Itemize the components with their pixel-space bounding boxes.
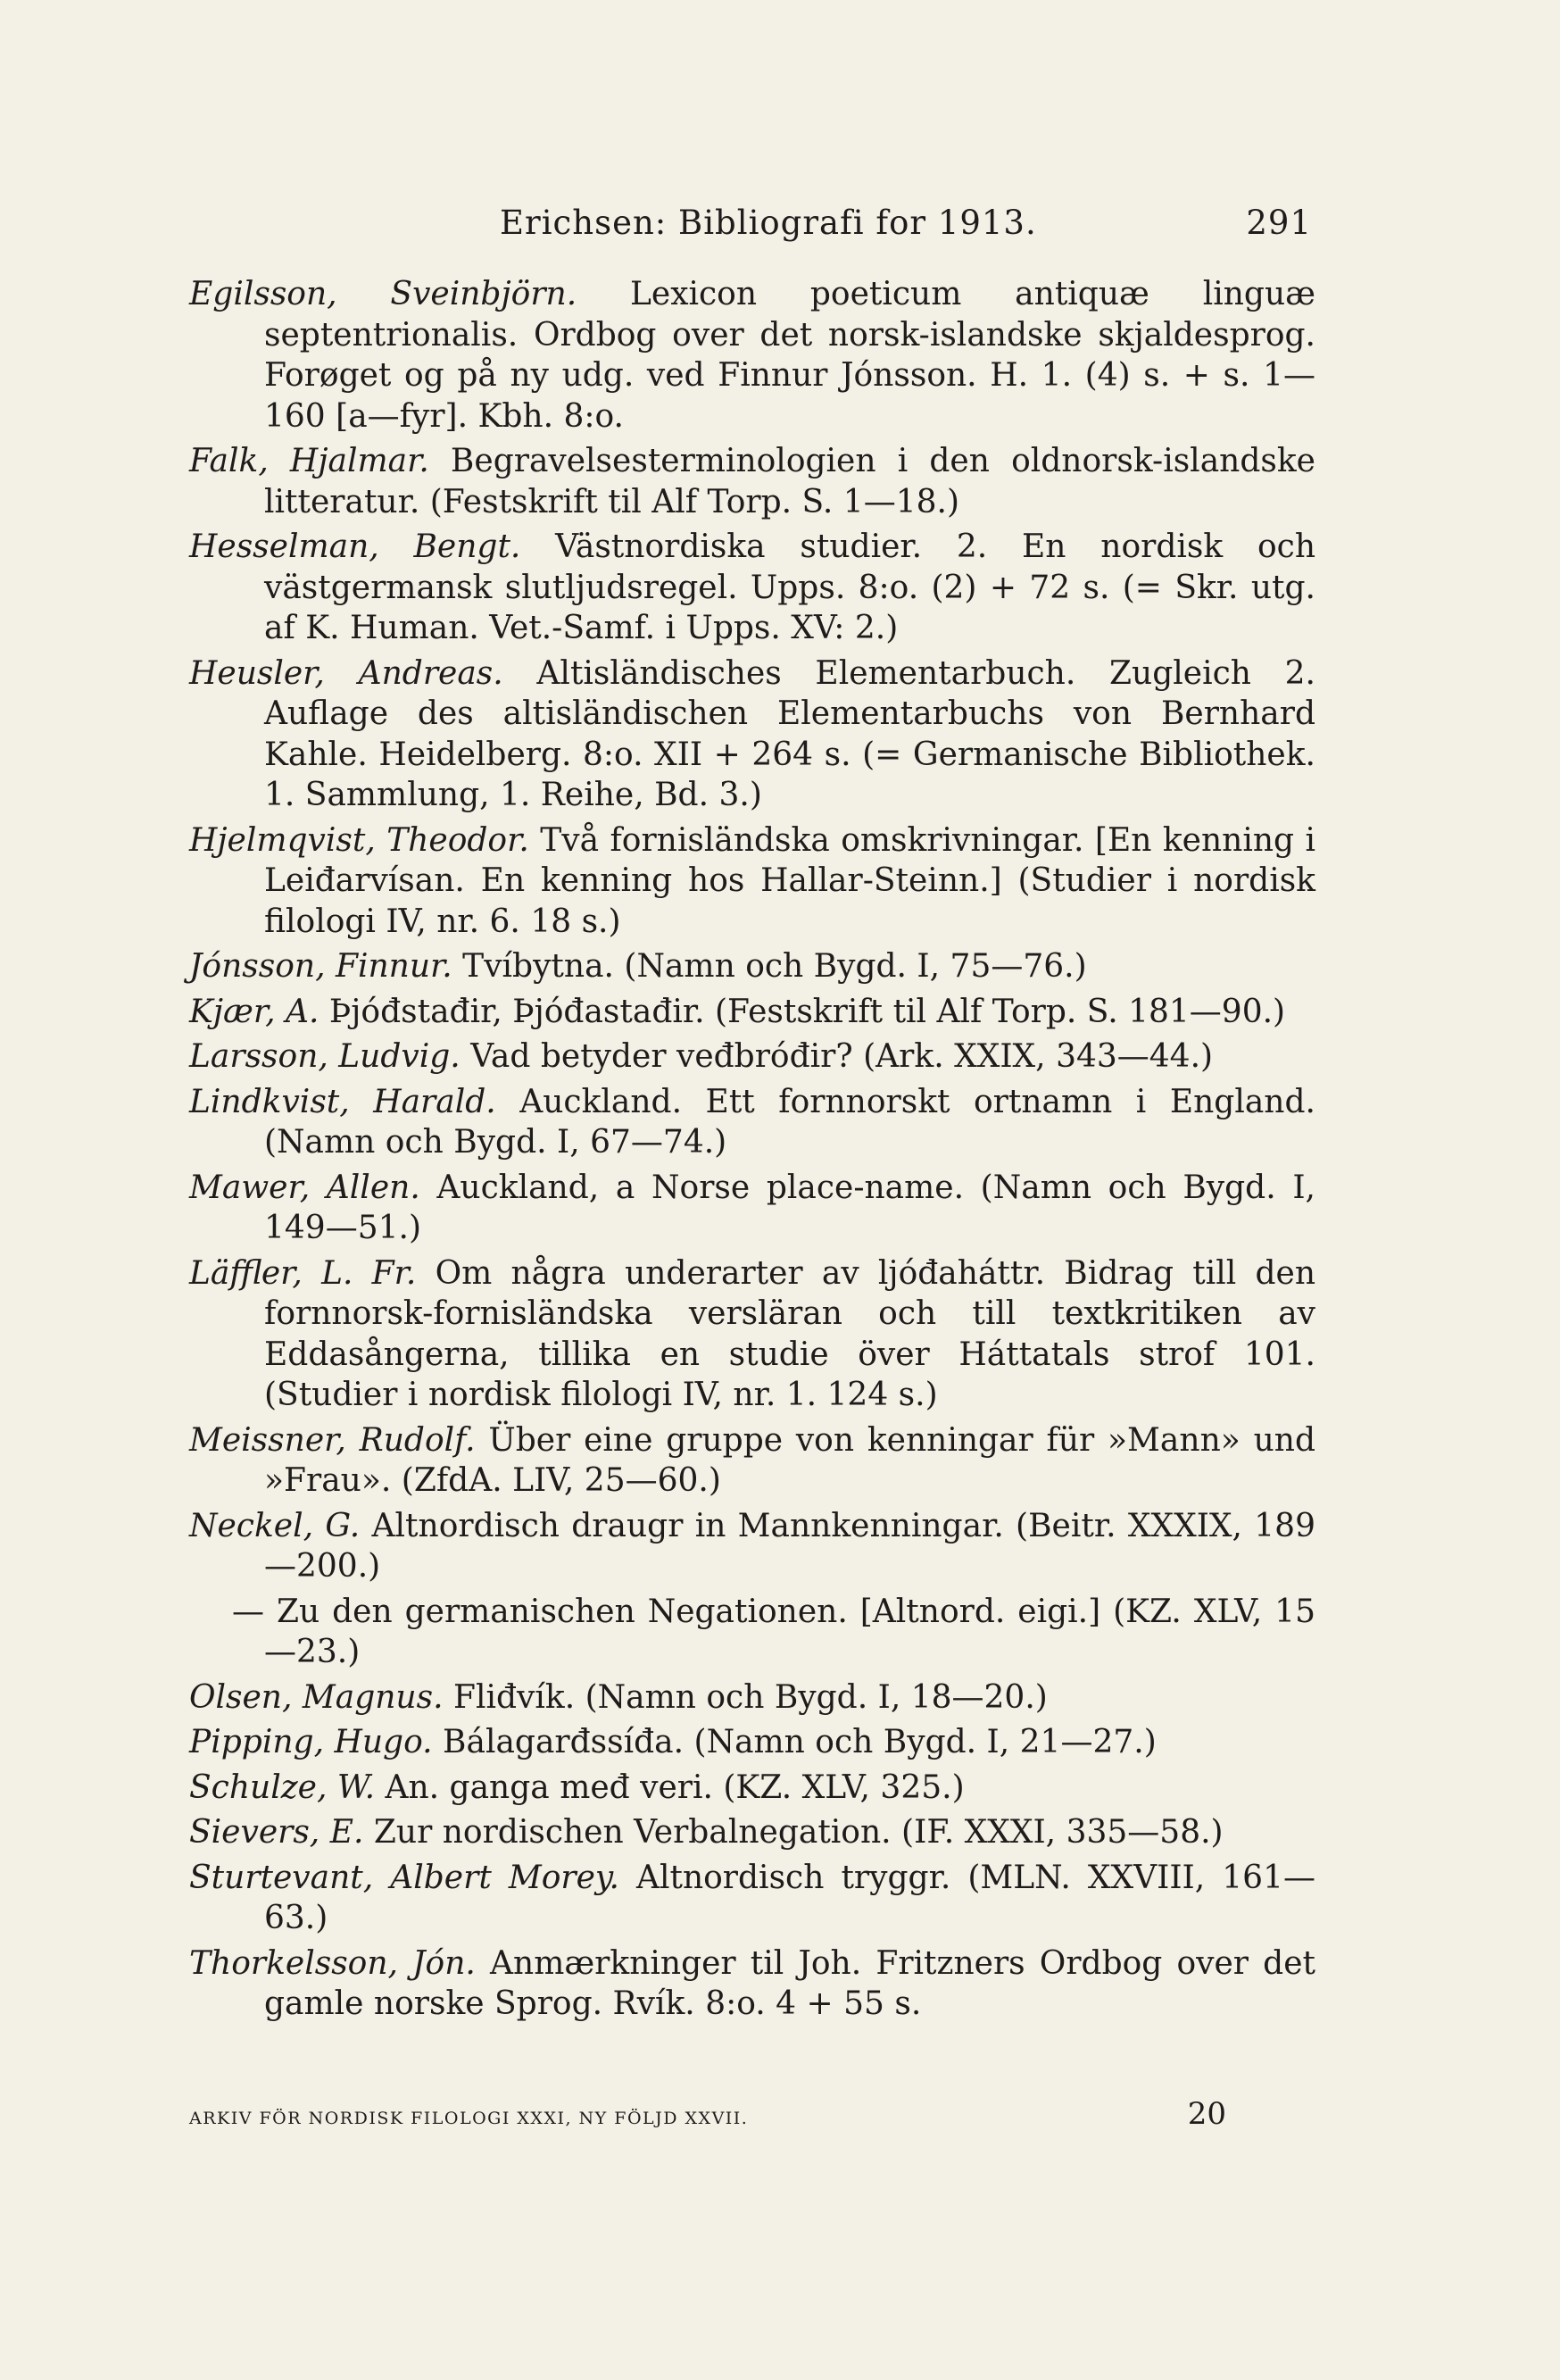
bibliography-entry bbox=[189, 1722, 1315, 1763]
bibliography-entry bbox=[189, 1943, 1315, 2025]
entry-author: Sturtevant, Albert Morey. bbox=[189, 1859, 619, 1896]
entry-author: Pipping, Hugo. bbox=[189, 1724, 433, 1760]
bibliography-entry bbox=[189, 1858, 1315, 1939]
bibliography-entry bbox=[189, 653, 1315, 816]
entry-author: Falk, Hjalmar. bbox=[189, 443, 429, 479]
entry-text: Lexicon poeticum antiquæ linguæ septentrionalis. Ordbog over det norsk-islandske skjaldesprog. Forøget og på ny udg. ved Finnur Jónsson. H. 1. (4) s. + s. 1—160 [a—fyr]. Kbh. 8:o. bbox=[264, 276, 1315, 435]
entry-author: Jónsson, Finnur. bbox=[189, 948, 452, 985]
entry-text: Über eine gruppe von kenningar für »Mann» und »Frau». (ZfdA. LIV, 25—60.) bbox=[264, 1421, 1315, 1499]
bibliography-entry bbox=[189, 1036, 1315, 1078]
entry-author: Olsen, Magnus. bbox=[189, 1678, 444, 1716]
page-number: 291 bbox=[1246, 204, 1312, 242]
bibliography-entry bbox=[189, 1420, 1315, 1502]
bibliography-entry bbox=[189, 1768, 1315, 1809]
entry-author: Neckel, G. bbox=[189, 1507, 361, 1544]
entry-text: Anmærkninger til Joh. Fritzners Ordbog over det gamle norske Sprog. Rvík. 8:o. 4 + 55 s. bbox=[264, 1944, 1315, 2022]
entry-text: Zur nordischen Verbalnegation. (IF. XXXI, 335—58.) bbox=[363, 1814, 1224, 1851]
entry-text: Tvíbytna. (Namn och Bygd. I, 75—76.) bbox=[452, 948, 1087, 985]
entry-author: Meissner, Rudolf. bbox=[189, 1421, 476, 1459]
entry-text: Altnordisch draugr in Mannkenningar. (Beitr. XXXIX, 189—200.) bbox=[264, 1507, 1315, 1585]
entry-author: Hjelmqvist, Theodor. bbox=[189, 821, 529, 859]
entry-author: Kjær, A. bbox=[189, 993, 319, 1030]
entry-author: Mawer, Allen. bbox=[189, 1169, 420, 1206]
entry-text: Begravelsesterminologien i den oldnorsk-islandske litteratur. (Festskrift til Alf Torp. S. 1—18.) bbox=[264, 443, 1315, 520]
bibliography-entry bbox=[189, 946, 1315, 987]
entry-author: Hesselman, Bengt. bbox=[189, 528, 521, 565]
entry-text: Om några underarter av ljóđaháttr. Bidrag till den fornnorsk-fornisländska versläran och till textkritiken av Eddasångerna, tillika en studie över Háttatals strof 101. (Studier i nordisk filologi IV, nr. 1. 124 s.) bbox=[264, 1254, 1316, 1413]
bibliography-entry bbox=[189, 441, 1315, 522]
entry-text: Altisländisches Elementarbuch. Zugleich 2. Auflage des altisländischen Elementarbuchs von Bernhard Kahle. Heidelberg. 8:o. XII + 264 s. (= Germanische Bibliothek. 1. Sammlung, 1. Reihe, Bd. 3.) bbox=[264, 654, 1315, 813]
entry-author: Thorkelsson, Jón. bbox=[189, 1944, 476, 1982]
bibliography-entry bbox=[189, 1677, 1315, 1718]
entry-text: Fliđvík. (Namn och Bygd. I, 18—20.) bbox=[443, 1678, 1048, 1716]
bibliography-entries bbox=[189, 274, 1315, 2029]
entry-text: Auckland, a Norse place-name. (Namn och Bygd. I, 149—51.) bbox=[264, 1169, 1315, 1246]
bibliography-entry bbox=[189, 1168, 1315, 1249]
bibliography-entry bbox=[189, 1592, 1315, 1673]
bibliography-entry bbox=[189, 527, 1315, 649]
bibliography-entry bbox=[189, 1506, 1315, 1587]
entry-author: Egilsson, Sveinbjörn. bbox=[189, 276, 577, 312]
entry-author: Larsson, Ludvig. bbox=[189, 1038, 461, 1075]
journal-signature: ARKIV FÖR NORDISK FILOLOGI XXXI, NY FÖLJD XXVII. bbox=[189, 2109, 749, 2128]
bibliography-entry bbox=[189, 1082, 1315, 1163]
entry-text: Vad betyder veđbróđir? (Ark. XXIX, 343—44.) bbox=[460, 1038, 1214, 1075]
entry-text: Västnordiska studier. 2. En nordisk och västgermansk slutljudsregel. Upps. 8:o. (2) + 72 s. (= Skr. utg. af K. Human. Vet.-Samf. i Upps. XV: 2.) bbox=[264, 528, 1316, 646]
entry-author: Sievers, E. bbox=[189, 1814, 364, 1851]
page-footer bbox=[189, 2096, 1315, 2132]
entry-text: Auckland. Ett fornnorskt ortnamn i England. (Namn och Bygd. I, 67—74.) bbox=[264, 1083, 1315, 1161]
bibliography-entry bbox=[189, 820, 1315, 943]
entry-text: An. ganga međ veri. (KZ. XLV, 325.) bbox=[375, 1768, 965, 1806]
bibliography-entry bbox=[189, 992, 1315, 1033]
bibliography-entry bbox=[189, 1253, 1315, 1416]
entry-author: Lindkvist, Harald. bbox=[189, 1083, 496, 1120]
entry-author: Schulze, W. bbox=[189, 1768, 376, 1806]
bibliography-entry bbox=[189, 1812, 1315, 1853]
entry-text: Två fornisländska omskrivningar. [En kenning i Leiđarvísan. En kenning hos Hallar-Steinn.] (Studier i nordisk filologi IV, nr. 6. 18 s.) bbox=[264, 821, 1315, 940]
bibliography-entry bbox=[189, 274, 1315, 437]
entry-text: — Zu den germanischen Negationen. [Altnord. eigi.] (KZ. XLV, 15—23.) bbox=[232, 1593, 1315, 1670]
entry-author: Heusler, Andreas. bbox=[189, 654, 503, 692]
page-header bbox=[500, 204, 1312, 242]
entry-text: Þjóđstađir, Þjóđastađir. (Festskrift til Alf Torp. S. 181—90.) bbox=[319, 993, 1286, 1030]
sheet-number: 20 bbox=[1187, 2096, 1226, 2132]
entry-text: Altnordisch tryggr. (MLN. XXVIII, 161—63.) bbox=[264, 1859, 1315, 1936]
entry-author: Läffler, L. Fr. bbox=[189, 1254, 417, 1292]
entry-text: Bálagarđssíđa. (Namn och Bygd. I, 21—27.) bbox=[432, 1724, 1157, 1760]
running-title: Erichsen: Bibliografi for 1913. bbox=[500, 204, 1037, 242]
